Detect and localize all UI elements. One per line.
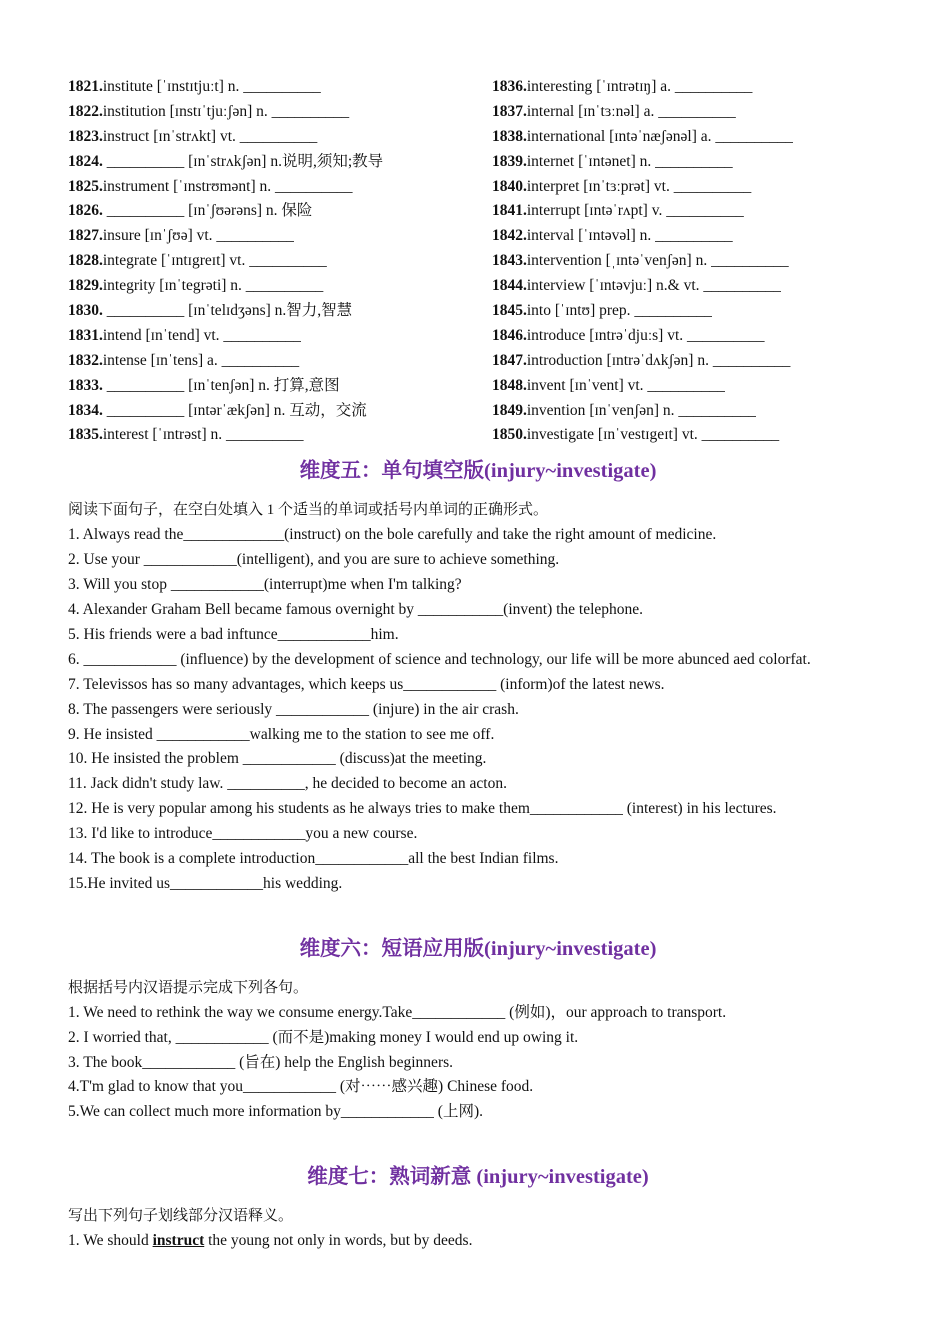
section-seven — [68, 1163, 888, 1254]
section-six-instruction: 根据括号内汉语提示完成下列各句。 — [68, 979, 309, 996]
entry-detail: [ɪnˈtegrəti] n. __________ — [155, 277, 324, 295]
entry-number: 1835. — [68, 426, 103, 444]
entry-word: into — [526, 302, 551, 320]
entry-word: internet — [526, 152, 575, 170]
sentence-item: 8. The passengers were seriously ____________ (injure) in the air crash. — [68, 700, 519, 718]
entry-detail: [ˈɪntənet] n. __________ — [574, 152, 733, 170]
entry-word: integrity — [102, 277, 156, 295]
entry-word: international — [526, 127, 606, 145]
meaning-item — [68, 1229, 888, 1254]
entry-detail: [ɪnˈvenʃən] n. __________ — [585, 401, 756, 419]
entry-detail: [ɪnˈtend] vt. __________ — [141, 326, 301, 344]
phrase-item: 3. The book____________ (旨在) help the English beginners. — [68, 1053, 454, 1071]
vocab-entry — [492, 349, 888, 374]
entry-word: integrate — [102, 252, 158, 270]
entry-number: 1831. — [68, 326, 103, 344]
entry-number: 1830. — [68, 302, 103, 320]
entry-number: 1832. — [68, 351, 103, 369]
entry-detail: [ˈɪntrəst] n. __________ — [148, 426, 304, 444]
entry-word: instruct — [102, 127, 150, 145]
section-five — [68, 457, 888, 897]
sentence-item: 1. Always read the_____________(instruct) on the bole carefully and take the right amount of medicine. — [68, 526, 717, 544]
entry-word: intend — [102, 326, 142, 344]
entry-number: 1848. — [492, 376, 527, 394]
entry-number: 1825. — [68, 177, 103, 195]
entry-detail: [ɪnstɪˈtjuːʃən] n. __________ — [165, 102, 350, 120]
entry-number: 1823. — [68, 127, 103, 145]
entry-detail: [ɪntəˈrʌpt] v. __________ — [580, 202, 744, 220]
entry-detail: [ɪnˈtens] a. __________ — [146, 351, 300, 369]
entry-number: 1827. — [68, 227, 103, 245]
vocab-entry — [492, 299, 888, 324]
vocab-entry — [492, 399, 888, 424]
vocab-entry — [68, 75, 492, 100]
entry-word: introduce — [526, 326, 586, 344]
entry-word: interest — [102, 426, 149, 444]
vocab-column-right — [492, 75, 888, 448]
entry-detail: [ˈɪnstrʊmənt] n. __________ — [169, 177, 353, 195]
vocab-entry — [68, 299, 492, 324]
vocab-entry — [492, 199, 888, 224]
vocab-entry — [492, 150, 888, 175]
entry-number: 1843. — [492, 252, 527, 270]
section-six-title: 维度六：短语应用版(injury~investigate) — [299, 937, 657, 960]
vocab-entry — [68, 399, 492, 424]
entry-detail: [ɪntrəˈdjuːs] vt. __________ — [585, 326, 765, 344]
vocab-entry — [68, 423, 492, 448]
vocab-entry — [68, 249, 492, 274]
entry-number: 1842. — [492, 227, 527, 245]
entry-detail: [ɪnˈvestɪgeɪt] vt. __________ — [594, 426, 780, 444]
vocab-entry — [492, 249, 888, 274]
vocab-entry — [68, 224, 492, 249]
vocab-entry — [68, 125, 492, 150]
sentence-item: 14. The book is a complete introduction____________all the best Indian films. — [68, 850, 559, 868]
sentence-item: 15.He invited us____________his wedding. — [68, 874, 343, 892]
entry-word: intense — [102, 351, 147, 369]
entry-number: 1829. — [68, 277, 103, 295]
vocab-entry — [68, 324, 492, 349]
sentence-item: 4. Alexander Graham Bell became famous overnight by ___________(invent) the telephone. — [68, 600, 644, 618]
entry-word: interrupt — [526, 202, 581, 220]
entry-word: invention — [526, 401, 586, 419]
entry-detail: [ˈɪntʊ] prep. __________ — [551, 302, 712, 320]
entry-number: 1840. — [492, 177, 527, 195]
sentence-prefix: 1. We should — [68, 1232, 153, 1250]
entry-detail: [ˈɪntrətɪŋ] a. __________ — [592, 78, 753, 95]
entry-number: 1847. — [492, 351, 527, 369]
entry-number: 1833. — [68, 376, 103, 394]
section-seven-instruction: 写出下列句子划线部分汉语释义。 — [68, 1208, 294, 1225]
entry-number: 1822. — [68, 102, 103, 120]
entry-detail: [ˈɪntəvəl] n. __________ — [574, 227, 733, 245]
sentence-item: 12. He is very popular among his students as he always tries to make them____________ (interest) in his lectures. — [68, 800, 777, 818]
phrase-item: 1. We need to rethink the way we consume energy.Take____________ (例如)，our approach to transport. — [68, 1003, 727, 1021]
entry-number: 1834. — [68, 401, 103, 419]
sentence-item: 13. I'd like to introduce____________you a new course. — [68, 825, 418, 843]
vocab-entry — [492, 75, 888, 100]
entry-word: interview — [526, 277, 586, 295]
vocab-entry — [492, 224, 888, 249]
entry-detail: __________ [ɪntərˈækʃən] n. 互动，交流 — [102, 401, 367, 419]
vocab-entry — [68, 199, 492, 224]
entry-detail: [ˈɪntəvjuː] n.& vt. __________ — [585, 277, 781, 295]
vocab-column-left — [68, 75, 492, 448]
entry-word: interval — [526, 227, 575, 245]
vocab-entry — [492, 374, 888, 399]
phrase-item: 5.We can collect much more information by____________ (上网). — [68, 1103, 483, 1121]
entry-detail: __________ [ɪnˈʃʊərəns] n. 保险 — [102, 202, 313, 220]
entry-word: institution — [102, 102, 166, 120]
entry-word: institute — [102, 78, 153, 95]
entry-number: 1838. — [492, 127, 527, 145]
entry-detail: [ɪntrəˈdʌkʃən] n. __________ — [602, 351, 791, 369]
vocab-entry — [492, 100, 888, 125]
entry-number: 1824. — [68, 152, 103, 170]
sentence-item: 10. He insisted the problem ____________ (discuss)at the meeting. — [68, 750, 487, 768]
entry-detail: [ɪnˈtɜːprət] vt. __________ — [579, 177, 752, 195]
sentence-item: 2. Use your ____________(intelligent), and you are sure to achieve something. — [68, 551, 560, 569]
entry-word: internal — [526, 102, 575, 120]
entry-detail: [ɪnˈtɜːnəl] a. __________ — [574, 102, 736, 120]
vocab-entry — [492, 125, 888, 150]
phrase-item: 4.T'm glad to know that you____________ (对⋯⋯感兴趣) Chinese food. — [68, 1078, 534, 1096]
entry-detail: __________ [ɪnˈtenʃən] n. 打算,意图 — [102, 376, 340, 394]
entry-word: invent — [526, 376, 566, 394]
entry-number: 1839. — [492, 152, 527, 170]
entry-number: 1846. — [492, 326, 527, 344]
phrase-item: 2. I worried that, ____________ (而不是)making money I would end up owing it. — [68, 1028, 579, 1046]
entry-detail: [ˌɪntəˈvenʃən] n. __________ — [601, 252, 789, 270]
vocabulary-list — [68, 75, 888, 448]
sentence-suffix: the young not only in words, but by deeds. — [204, 1232, 473, 1250]
vocab-entry — [68, 374, 492, 399]
vocab-entry — [68, 150, 492, 175]
entry-word: investigate — [526, 426, 595, 444]
entry-number: 1850. — [492, 426, 527, 444]
section-six — [68, 935, 888, 1125]
entry-word: intervention — [526, 252, 602, 270]
entry-number: 1828. — [68, 252, 103, 270]
sentence-item: 9. He insisted ____________walking me to the station to see me off. — [68, 725, 495, 743]
sentence-item: 11. Jack didn't study law. __________, he decided to become an acton. — [68, 775, 507, 793]
vocab-entry — [68, 100, 492, 125]
worksheet-page — [68, 75, 888, 1254]
entry-detail: [ɪnˈstrʌkt] vt. __________ — [149, 127, 318, 145]
entry-detail: __________ [ɪnˈtelɪdʒəns] n.智力,智慧 — [102, 302, 353, 320]
entry-word: introduction — [526, 351, 603, 369]
vocab-entry — [68, 175, 492, 200]
vocab-entry — [492, 324, 888, 349]
entry-number: 1841. — [492, 202, 527, 220]
sentence-item: 7. Televissos has so many advantages, which keeps us____________ (inform)of the latest news. — [68, 675, 665, 693]
entry-word: interpret — [526, 177, 580, 195]
entry-detail: [ɪntəˈnæʃənəl] a. __________ — [605, 127, 793, 145]
underlined-keyword: instruct — [152, 1232, 205, 1250]
vocab-entry — [68, 274, 492, 299]
entry-word: interesting — [526, 78, 593, 95]
entry-number: 1845. — [492, 302, 527, 320]
entry-number: 1837. — [492, 102, 527, 120]
vocab-entry — [492, 175, 888, 200]
vocab-entry — [68, 349, 492, 374]
sentence-item: 6. ____________ (influence) by the development of science and technology, our life will be more abunced aed colorfat. — [68, 650, 811, 668]
section-seven-title: 维度七：熟词新意 (injury~investigate) — [307, 1166, 649, 1189]
entry-word: insure — [102, 227, 141, 245]
entry-number: 1826. — [68, 202, 103, 220]
entry-detail: [ɪnˈʃʊə] vt. __________ — [140, 227, 294, 245]
entry-detail: __________ [ɪnˈstrʌkʃən] n.说明,须知;教导 — [102, 152, 384, 170]
entry-detail: [ˈɪnstɪtjuːt] n. __________ — [152, 78, 321, 95]
vocab-entry — [492, 423, 888, 448]
section-five-instruction: 阅读下面句子，在空白处填入 1 个适当的单词或括号内单词的正确形式。 — [68, 502, 549, 519]
entry-number: 1821. — [68, 78, 103, 95]
entry-number: 1836. — [492, 78, 527, 95]
entry-number: 1849. — [492, 401, 527, 419]
sentence-item: 3. Will you stop ____________(interrupt)me when I'm talking? — [68, 576, 462, 594]
section-five-title: 维度五：单句填空版(injury~investigate) — [299, 460, 657, 483]
sentence-item: 5. His friends were a bad inftunce____________him. — [68, 625, 399, 643]
vocab-entry — [492, 274, 888, 299]
entry-number: 1844. — [492, 277, 527, 295]
entry-detail: [ˈɪntɪgreɪt] vt. __________ — [157, 252, 327, 270]
entry-detail: [ɪnˈvent] vt. __________ — [565, 376, 725, 394]
entry-word: instrument — [102, 177, 170, 195]
